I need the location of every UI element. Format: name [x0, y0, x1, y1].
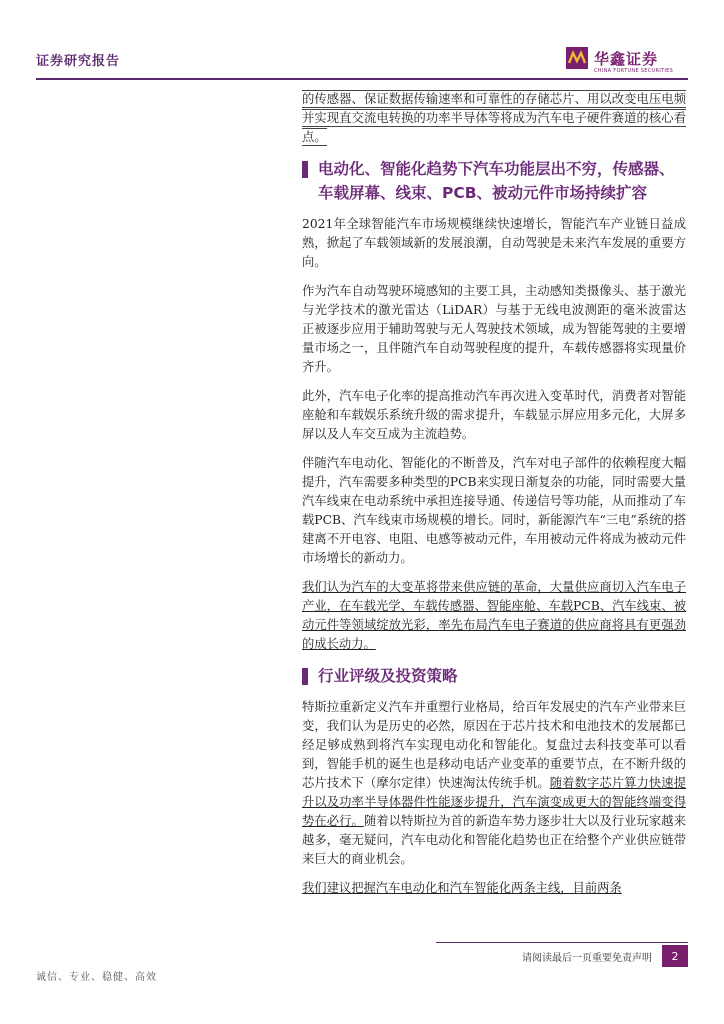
section-heading	[302, 664, 686, 688]
highlighted-text: 的传感器、保证数据传输速率和可靠性的存储芯片、用以改变电压电频并实现直交流电转换的功率半导体等将成为汽车电子硬件赛道的核心看点。	[302, 92, 686, 144]
brand-name: 华鑫证券	[594, 49, 659, 68]
paragraph	[302, 578, 686, 654]
page-number: 2	[662, 945, 688, 967]
header-rule	[36, 78, 688, 80]
section-heading-text: 电动化、智能化趋势下汽车功能层出不穷，传感器、车载屏幕、线束、PCB、被动元件市场持续扩容	[318, 160, 675, 202]
footer-bar	[436, 942, 688, 969]
paragraph: 伴随汽车电动化、智能化的不断普及，汽车对电子部件的依赖程度大幅提升，汽车需要多种类型的PCB来实现日渐复杂的功能，同时需要大量汽车线束在电动系统中承担连接导通、传递信号等功能，从而推动了车载PCB、汽车线束市场规模的增长。同时，新能源汽车“三电”系统的搭建离不开电容、电阻、电感等被动元件，车用被动元件将成为被动元件市场增长的新动力。	[302, 456, 686, 565]
brand-logo-icon	[566, 47, 588, 69]
footer-motto: 诚信、专业、稳健、高效	[36, 972, 157, 983]
disclaimer-link[interactable]: 请阅读最后一页重要免责声明	[522, 952, 652, 964]
underlined-text: 我们认为汽车的大变革将带来供应链的革命，大量供应商切入汽车电子产业，在车载光学、车载传感器、智能座舱、车载PCB、汽车线束、被动元件等领域绽放光彩，率先布局汽车电子赛道的供应商将具有更强劲的成长动力。	[302, 580, 686, 651]
section-heading	[302, 157, 686, 205]
report-label: 证券研究报告	[36, 54, 121, 69]
paragraph: 此外，汽车电子化率的提高推动汽车再次进入变革时代，消费者对智能座舱和车载娱乐系统升级的需求提升，车载显示屏应用多元化，大屏多屏以及人车交互成为主流趋势。	[302, 389, 686, 441]
paragraph	[302, 90, 686, 147]
brand-subtitle: CHINA FORTUNE SECURITIES	[594, 68, 674, 74]
underlined-text: 我们建议把握汽车电动化和汽车智能化两条主线，目前两条	[302, 881, 622, 895]
section-heading-text: 行业评级及投资策略	[318, 667, 458, 685]
main-content	[302, 90, 686, 908]
text-run: 特斯拉重新定义汽车并重塑行业格局，给百年发展史的汽车产业带来巨变，我们认为是历史的必然，原因在于芯片技术和电池技术的发展都已经足够成熟到将汽车实现电动化和智能化。复盘过去科技变革可以看到，智能手机的诞生也是移动电话产业变革的重要节点，在不断升级的芯片技术下（摩尔定律）快速淘汰传统手机。	[302, 700, 686, 790]
paragraph: 作为汽车自动驾驶环境感知的主要工具，主动感知类摄像头、基于激光与光学技术的激光雷达（LiDAR）与基于无线电波测距的毫米波雷达正被逐步应用于辅助驾驶与无人驾驶技术领域，成为智能驾驶的主要增量市场之一，且伴随汽车自动驾驶程度的提升，车载传感器将实现量价齐升。	[302, 284, 686, 374]
underlined-text: 随着数字芯片算力快速提升以及功率半导体器件性能逐步提升，汽车演变成更大的智能终端变得势在必行。	[302, 776, 686, 828]
paragraph	[302, 698, 686, 869]
section-marker	[302, 668, 308, 685]
paragraph	[302, 879, 686, 898]
section-marker	[302, 161, 308, 178]
text-run: 随着以特斯拉为首的新造车势力逐步壮大以及行业玩家越来越多，毫无疑问，汽车电动化和智能化趋势也正在给整个产业供应链带来巨大的商业机会。	[302, 814, 686, 866]
paragraph: 2021年全球智能汽车市场规模继续快速增长，智能汽车产业链日益成熟，掀起了车载领域新的发展浪潮，自动驾驶是未来汽车发展的重要方向。	[302, 217, 686, 269]
